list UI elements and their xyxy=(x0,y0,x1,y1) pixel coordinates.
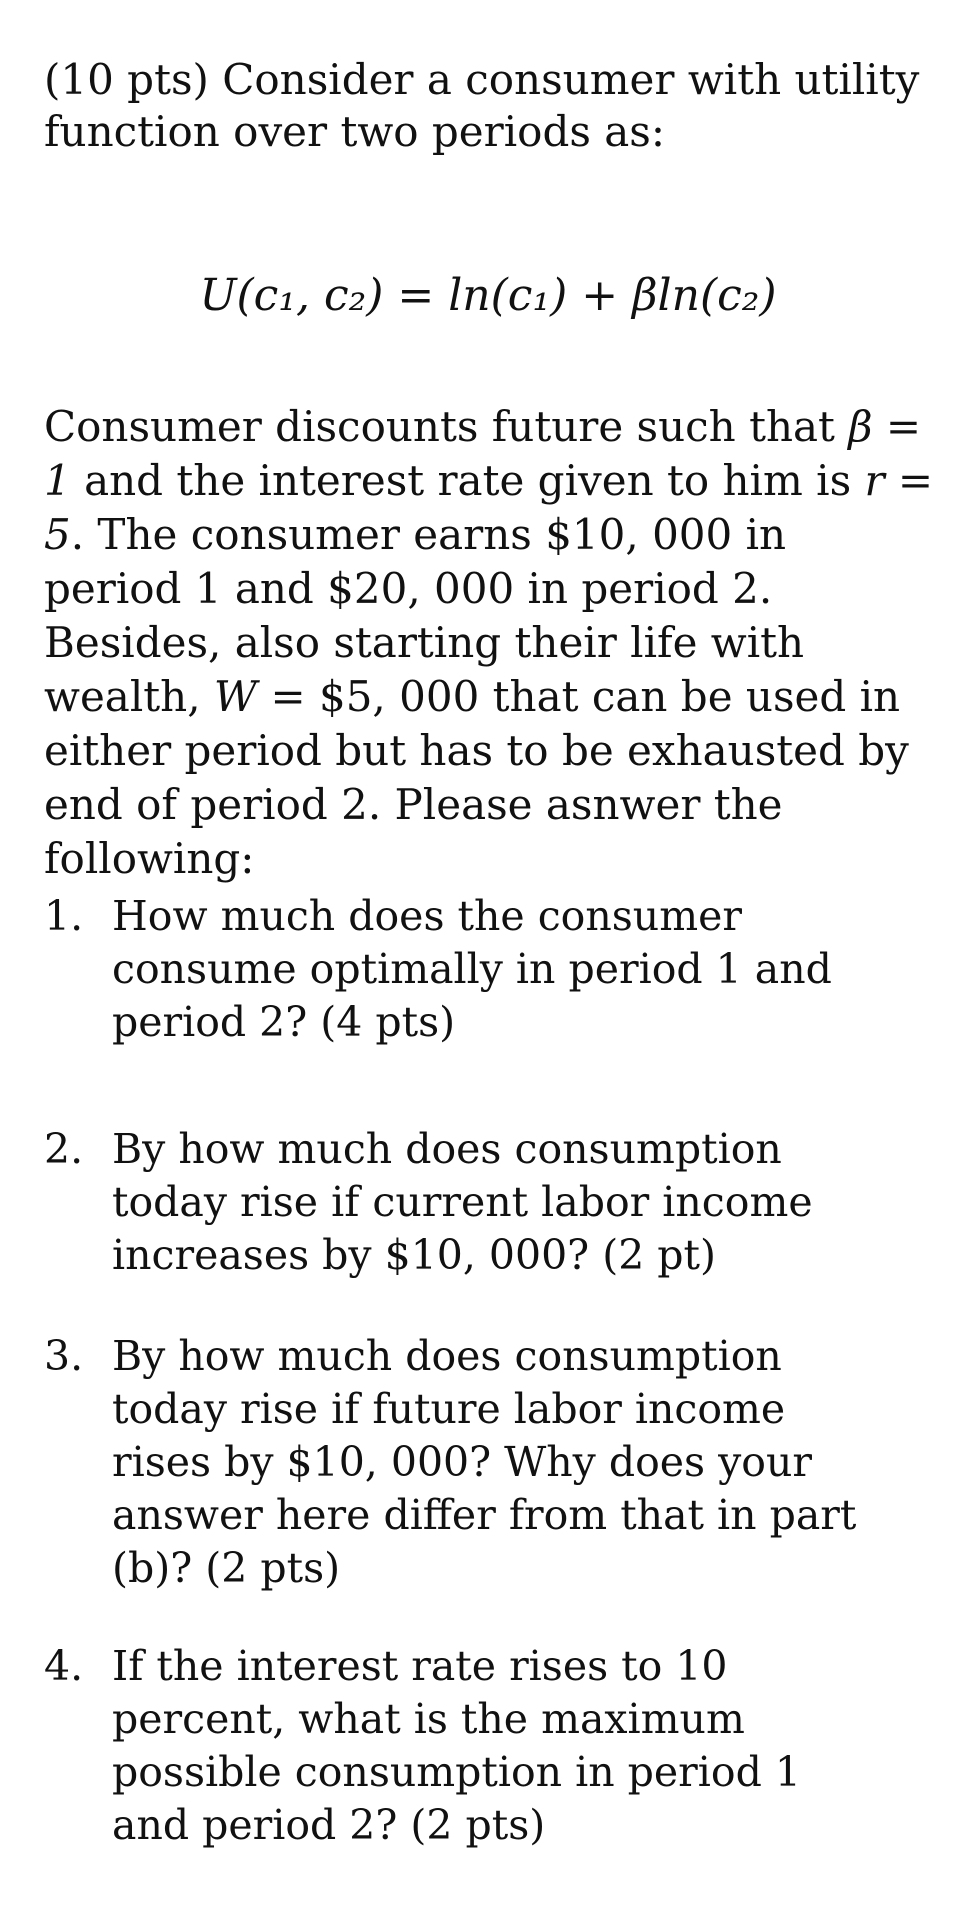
question-item xyxy=(44,1123,924,1282)
question-text: By how much does consumption today rise if current labor income increases by $10, 000? (2 pt) xyxy=(112,1125,813,1279)
utility-equation xyxy=(0,268,976,324)
question-number: 1. xyxy=(44,892,84,940)
question-text: How much does the consumer consume optimally in period 1 and period 2? (4 pts) xyxy=(112,892,832,1046)
question-text: If the interest rate rises to 10 percent, what is the maximum possible consumption in period 1 and period 2? (2 pts) xyxy=(112,1642,801,1849)
question-item xyxy=(44,1640,924,1852)
question-text: By how much does consumption today rise if future labor income rises by $10, 000? Why does your answer here differ from that in part (b)? (2 pts) xyxy=(112,1332,857,1592)
interest-rate-expression: r = 5 xyxy=(44,456,934,559)
problem-intro: (10 pts) Consider a consumer with utility function over two periods as: xyxy=(44,55,920,156)
question-number: 2. xyxy=(44,1125,84,1173)
utility-equation-text: U(c₁, c₂) = ln(c₁) + βln(c₂) xyxy=(199,270,777,321)
wealth-variable: W xyxy=(213,672,258,721)
beta-expression: β = 1 xyxy=(44,402,922,505)
problem-description xyxy=(44,400,934,886)
description-part-2: and the interest rate given to him is xyxy=(70,456,865,505)
description-part-3: . The consumer earns $10, 000 in period 1 and $20, 000 in period 2. Besides, also starting their life with wealth, xyxy=(44,510,805,721)
question-item xyxy=(44,1330,924,1595)
question-item xyxy=(44,890,924,1049)
question-number: 4. xyxy=(44,1642,84,1690)
question-number: 3. xyxy=(44,1332,84,1380)
description-part-4: = $5, 000 that can be used in either period but has to be exhausted by end of period 2. Please asnwer the following: xyxy=(44,672,909,883)
description-part-1: Consumer discounts future such that xyxy=(44,402,849,451)
